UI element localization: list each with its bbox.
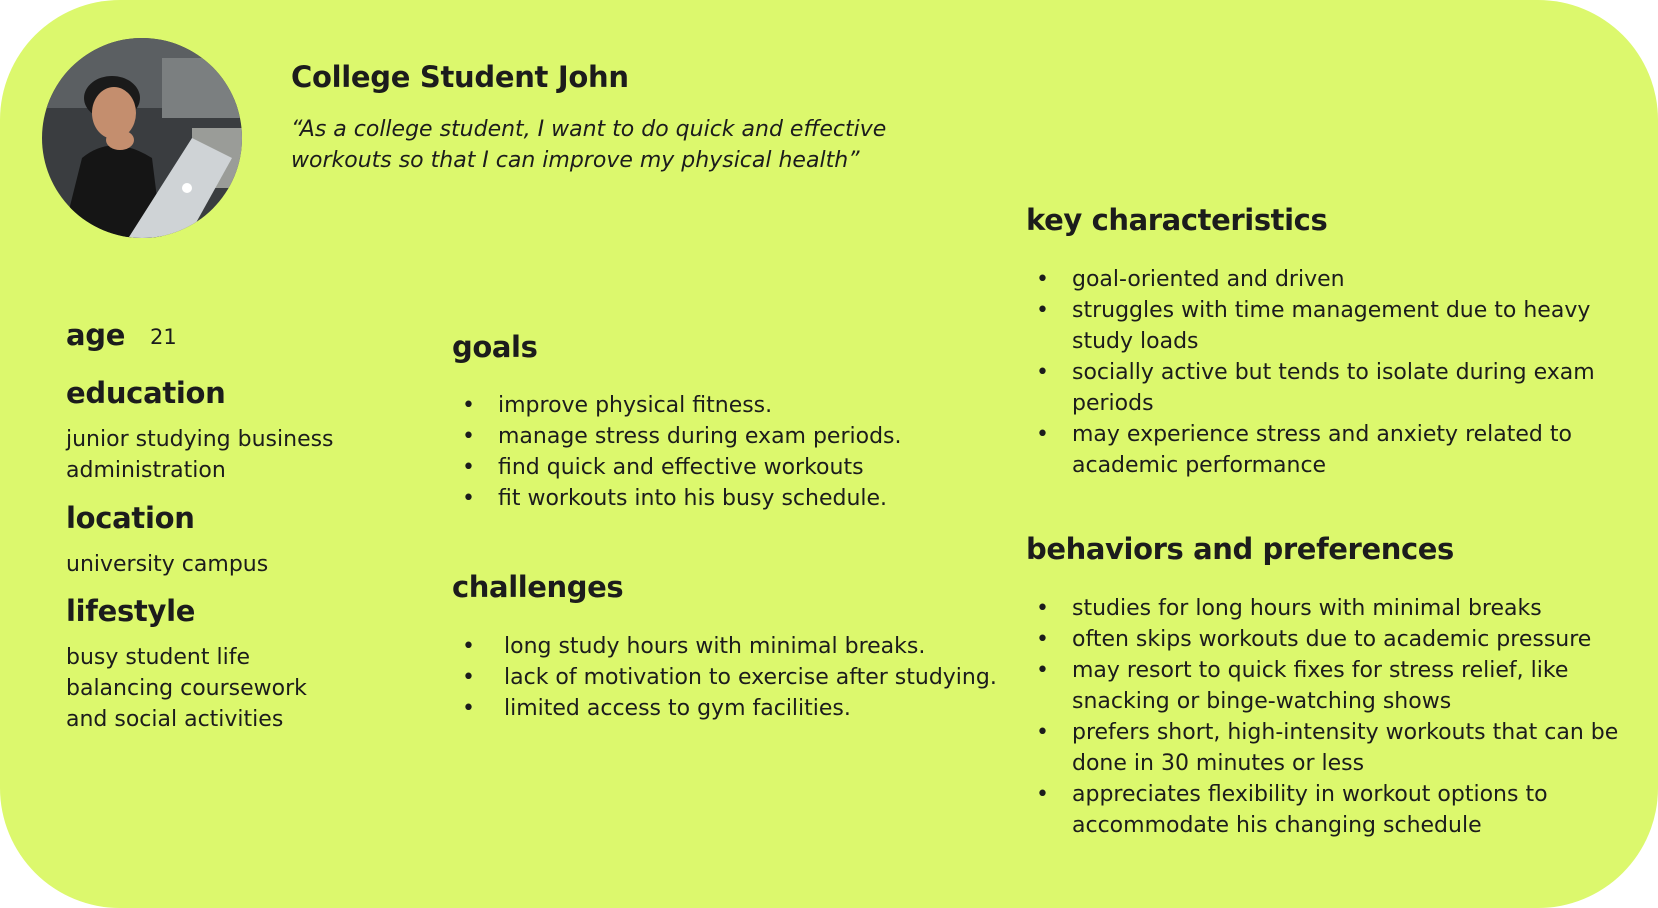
list-item: • lack of motivation to exercise after studying. <box>462 662 1022 693</box>
list-item: • long study hours with minimal breaks. <box>462 631 1022 662</box>
quote-line: “As a college student, I want to do quick and effective <box>291 117 887 142</box>
education-label: education <box>66 376 226 410</box>
list-item: • may resort to quick fixes for stress relief, like snacking or binge-watching shows <box>1036 655 1626 717</box>
persona-quote <box>291 114 931 176</box>
list-item: • limited access to gym facilities. <box>462 693 1022 724</box>
lifestyle-value <box>66 642 307 735</box>
persona-photo <box>42 38 242 238</box>
list-item: • may experience stress and anxiety related to academic performance <box>1036 419 1616 481</box>
lifestyle-line: and social activities <box>66 707 284 732</box>
lifestyle-label: lifestyle <box>66 594 196 628</box>
challenges-heading: challenges <box>452 570 624 604</box>
education-line: administration <box>66 458 226 483</box>
age-value: 21 <box>150 325 177 349</box>
lifestyle-line: balancing coursework <box>66 676 307 701</box>
goals-list <box>462 390 982 514</box>
goals-heading: goals <box>452 330 538 364</box>
lifestyle-line: busy student life <box>66 645 250 670</box>
quote-line: workouts so that I can improve my physical health” <box>291 148 860 173</box>
location-label: location <box>66 501 195 535</box>
location-value: university campus <box>66 552 269 577</box>
age-label: age <box>66 318 126 352</box>
list-item: • improve physical fitness. <box>462 390 982 421</box>
list-item: • prefers short, high-intensity workouts that can be done in 30 minutes or less <box>1036 717 1626 779</box>
list-item: • socially active but tends to isolate during exam periods <box>1036 357 1616 419</box>
list-item: • often skips workouts due to academic pressure <box>1036 624 1626 655</box>
education-value <box>66 424 334 486</box>
list-item: • studies for long hours with minimal breaks <box>1036 593 1626 624</box>
behaviors-list <box>1036 593 1626 841</box>
list-item: • find quick and effective workouts <box>462 452 982 483</box>
behaviors-heading: behaviors and preferences <box>1026 532 1454 566</box>
challenges-list <box>462 631 1022 724</box>
list-item: • appreciates flexibility in workout options to accommodate his changing schedule <box>1036 779 1626 841</box>
key-characteristics-heading: key characteristics <box>1026 203 1328 237</box>
list-item: • fit workouts into his busy schedule. <box>462 483 982 514</box>
persona-name: College Student John <box>291 60 629 94</box>
list-item: • struggles with time management due to heavy study loads <box>1036 295 1616 357</box>
education-line: junior studying business <box>66 427 334 452</box>
list-item: • manage stress during exam periods. <box>462 421 982 452</box>
list-item: • goal-oriented and driven <box>1036 264 1616 295</box>
key-characteristics-list <box>1036 264 1616 481</box>
